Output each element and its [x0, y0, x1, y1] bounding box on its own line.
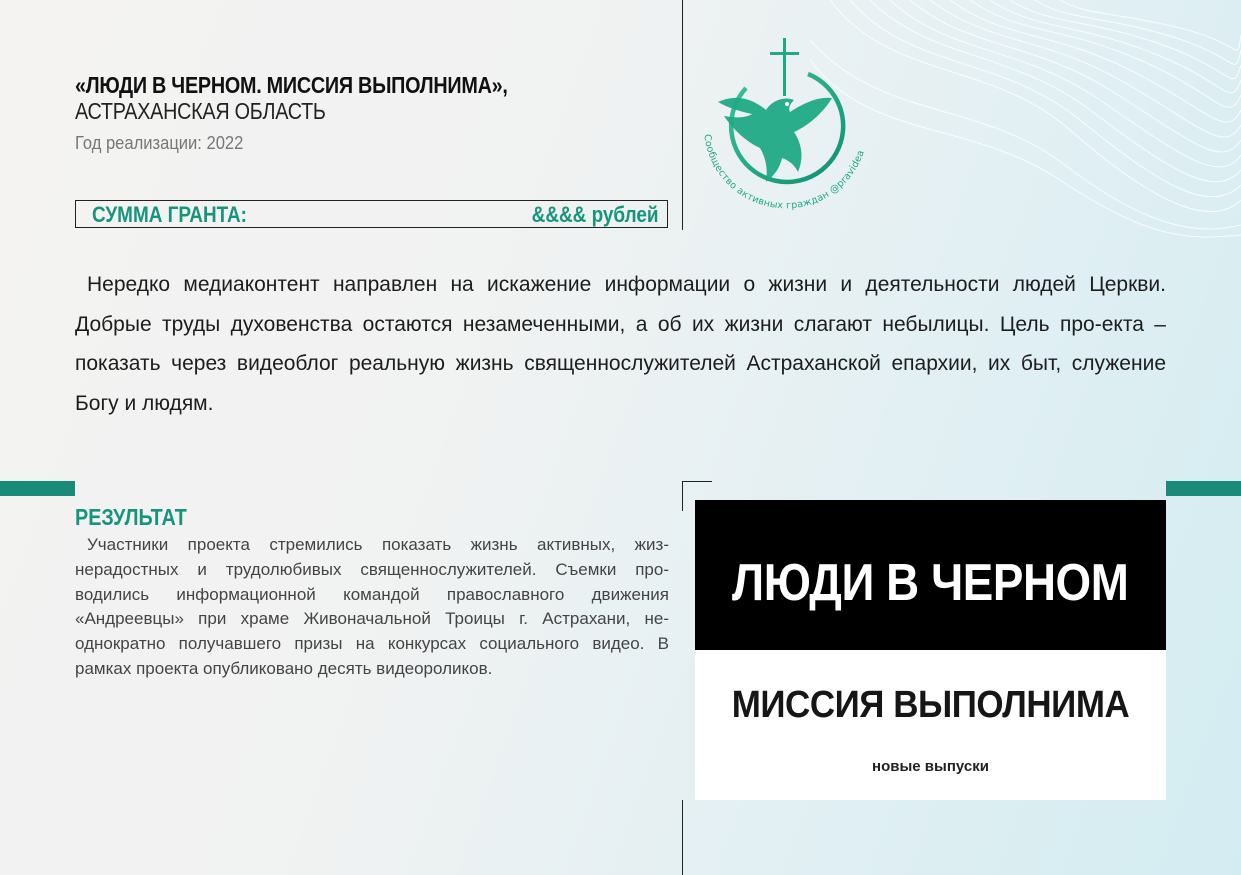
accent-bar-left	[0, 481, 75, 496]
dove-cross-icon	[690, 32, 880, 242]
poster-black-band	[695, 500, 1166, 650]
project-title: «ЛЮДИ В ЧЕРНОМ. МИССИЯ ВЫПОЛНИМА»,	[75, 72, 508, 98]
result-heading: РЕЗУЛЬТАТ	[75, 504, 187, 530]
divider-line-top	[682, 0, 683, 230]
grant-label: СУММА ГРАНТА:	[92, 202, 247, 227]
project-year: Год реализации: 2022	[75, 133, 244, 153]
divider-line-bottom	[682, 800, 683, 875]
project-region: АСТРАХАНСКАЯ ОБЛАСТЬ	[75, 98, 326, 124]
poster-subtitle: МИССИЯ ВЫПОЛНИМА	[731, 684, 1130, 726]
logo-caption: Сообщество активных граждан @pravidea	[701, 133, 867, 212]
accent-bar-right	[1166, 481, 1241, 496]
intro-paragraph: Нередко медиаконтент направлен на искажение информации о жизни и деятельности людей Церкви. Добрые труды духовенства остаются незамеченными, а об их жизни слагают небылицы. Цель про-екта – показать через видеоблог реальную жизнь священнослужителей Астраханской епархии, их быт, служение Богу и людям.	[75, 273, 1166, 415]
result-paragraph: Участники проекта стремились показать жизнь активных, жиз-нерадостных и трудолюбивых священнослужителей. Съемки про-водились информационной командой православного движения «Андреевцы» при храме Живоначальной Троицы г. Астрахани, не-однократно получавшего призы на конкурсах социального видео. В рамках проекта опубликовано десять видеороликов.	[75, 535, 669, 678]
grant-value: &&&& рублей	[532, 202, 659, 227]
poster-title: ЛЮДИ В ЧЕРНОМ	[732, 554, 1129, 612]
poster-tagline: новые выпуски	[872, 758, 989, 775]
project-poster-image	[695, 500, 1166, 800]
grant-amount-box	[75, 200, 668, 228]
